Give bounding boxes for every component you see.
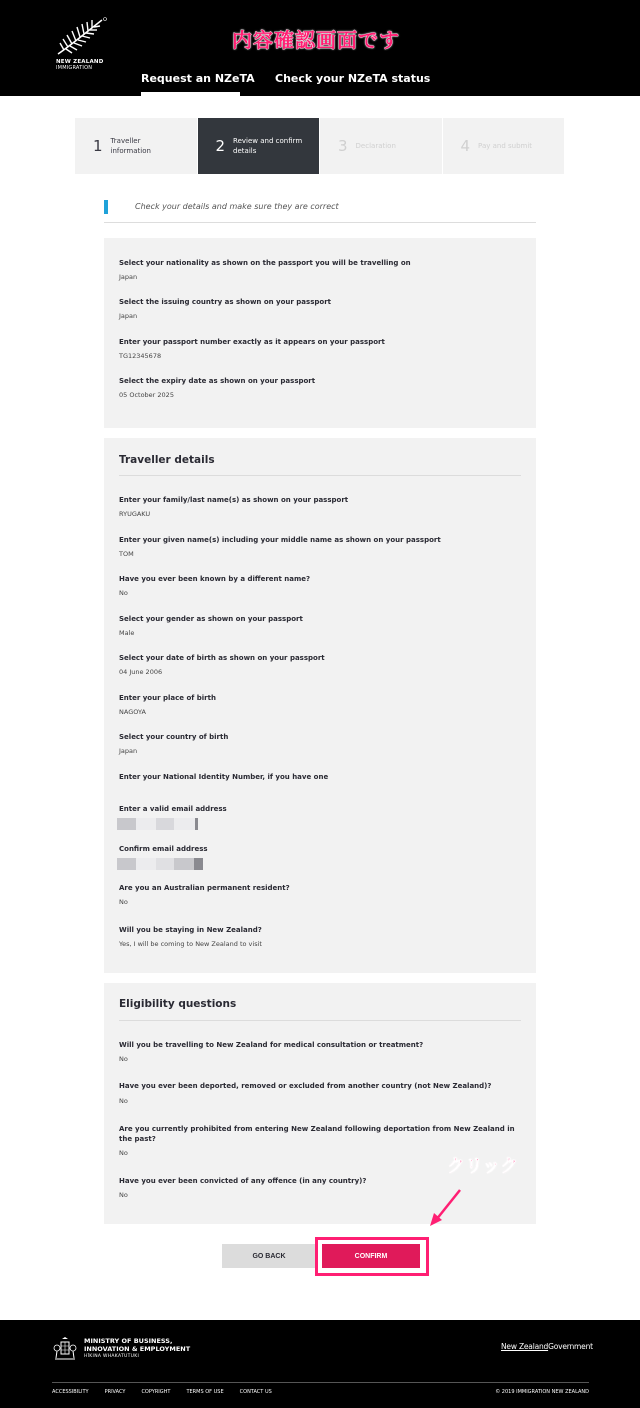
logo-line2: IMMIGRATION xyxy=(56,65,93,71)
fern-icon xyxy=(56,16,108,56)
question-label: Have you ever been known by a different name? xyxy=(119,575,311,583)
step-pay-submit xyxy=(443,118,566,174)
answer-value: Japan xyxy=(119,312,138,320)
question-label: Select your nationality as shown on the passport you will be travelling on xyxy=(119,259,411,267)
question-label: Enter your given name(s) including your middle name as shown on your passport xyxy=(119,536,441,544)
arrow-icon xyxy=(426,1186,466,1228)
answer-value: Male xyxy=(119,629,135,637)
question-label: Select the expiry date as shown on your passport xyxy=(119,377,316,385)
question-label: Are you an Australian permanent resident? xyxy=(119,884,290,892)
gov-name-a: New Zealand xyxy=(501,1342,549,1351)
link-privacy[interactable]: PRIVACY xyxy=(104,1389,126,1395)
answer-value: No xyxy=(119,1097,128,1105)
info-bar xyxy=(104,200,108,214)
answer-value: No xyxy=(119,1191,128,1199)
org-line3: HĪKINA WHAKATUTUKI xyxy=(84,1354,140,1359)
question-label: Will you be travelling to New Zealand for medical consultation or treatment? xyxy=(119,1041,424,1049)
question-label: Enter your National Identity Number, if you have one xyxy=(119,773,329,781)
answer-value: No xyxy=(119,1149,128,1157)
question-label: Select your country of birth xyxy=(119,733,229,741)
annotation-banner: 内容確認画面です xyxy=(232,28,400,52)
link-copyright[interactable]: COPYRIGHT xyxy=(141,1389,171,1395)
panel-title: Eligibility questions xyxy=(119,998,237,1010)
answer-value: 05 October 2025 xyxy=(119,391,174,399)
divider xyxy=(104,222,536,223)
step-review-confirm xyxy=(198,118,321,174)
site-header xyxy=(0,0,640,96)
go-back-button[interactable]: GO BACK xyxy=(222,1244,316,1268)
divider xyxy=(52,1382,589,1383)
active-tab-indicator xyxy=(141,92,240,96)
question-label: Select your gender as shown on your passport xyxy=(119,615,303,623)
confirm-button[interactable]: CONFIRM xyxy=(322,1244,420,1268)
passport-details-panel xyxy=(104,238,536,428)
answer-value: TOM xyxy=(119,550,134,558)
question-label: Are you currently prohibited from entering New Zealand following deportation from New Zealand in the past? xyxy=(119,1125,515,1143)
nz-immigration-logo[interactable] xyxy=(52,16,122,76)
answer-value: Japan xyxy=(119,747,138,755)
answer-value: Japan xyxy=(119,273,138,281)
answer-value: No xyxy=(119,1055,128,1063)
link-contact[interactable]: CONTACT US xyxy=(239,1389,272,1395)
answer-value: No xyxy=(119,898,128,906)
progress-steps xyxy=(75,118,565,174)
step-label: Review and confirm details xyxy=(233,137,303,155)
question-label: Enter your family/last name(s) as shown on your passport xyxy=(119,496,349,504)
divider xyxy=(119,475,521,476)
answer-value: RYUGAKU xyxy=(119,510,151,518)
nz-government-link[interactable] xyxy=(501,1342,593,1351)
answer-value: No xyxy=(119,589,128,597)
mbie-logo[interactable] xyxy=(84,1338,190,1361)
step-number: 3 xyxy=(338,137,348,155)
question-label: Select your date of birth as shown on your passport xyxy=(119,654,325,662)
question-label: Have you ever been deported, removed or excluded from another country (not New Zealand)? xyxy=(119,1082,492,1090)
answer-value: TG12345678 xyxy=(119,352,162,360)
question-label: Select the issuing country as shown on your passport xyxy=(119,298,331,306)
click-annotation: クリック xyxy=(447,1156,519,1177)
copyright-text: © 2019 IMMIGRATION NEW ZEALAND xyxy=(495,1389,589,1395)
question-label: Confirm email address xyxy=(119,845,208,853)
link-accessibility[interactable]: ACCESSIBILITY xyxy=(52,1389,89,1395)
divider xyxy=(119,1020,521,1021)
question-label: Will you be staying in New Zealand? xyxy=(119,926,262,934)
redacted-email-confirm xyxy=(117,858,203,870)
step-declaration xyxy=(320,118,443,174)
instruction-text: Check your details and make sure they are correct xyxy=(135,202,339,211)
step-label: Declaration xyxy=(355,142,396,150)
coat-of-arms-icon xyxy=(52,1336,78,1362)
step-number: 4 xyxy=(460,137,471,155)
gov-name-b: Government xyxy=(548,1342,593,1351)
logo-line1: NEW ZEALAND xyxy=(56,59,104,65)
redacted-email xyxy=(117,818,198,830)
answer-value: 04 June 2006 xyxy=(119,668,163,676)
link-terms[interactable]: TERMS OF USE xyxy=(186,1389,224,1395)
answer-value: NAGOYA xyxy=(119,708,146,716)
footer-links xyxy=(52,1389,272,1395)
eligibility-panel xyxy=(104,983,536,1224)
step-label: Pay and submit xyxy=(478,142,533,150)
site-footer xyxy=(0,1320,640,1408)
question-label: Enter a valid email address xyxy=(119,805,227,813)
org-line2: INNOVATION & EMPLOYMENT xyxy=(84,1344,191,1353)
tab-request-nzeta[interactable]: Request an NZeTA xyxy=(141,72,255,85)
org-line1: MINISTRY OF BUSINESS, xyxy=(84,1337,173,1345)
panel-title: Traveller details xyxy=(119,454,215,466)
step-traveller-information[interactable] xyxy=(75,118,198,174)
question-label: Have you ever been convicted of any offence (in any country)? xyxy=(119,1177,367,1185)
question-label: Enter your passport number exactly as it appears on your passport xyxy=(119,338,385,346)
step-label: Traveller information xyxy=(110,137,151,155)
question-label: Enter your place of birth xyxy=(119,694,216,702)
answer-value: Yes, I will be coming to New Zealand to visit xyxy=(119,940,262,948)
step-number: 2 xyxy=(215,137,226,155)
tab-check-status[interactable]: Check your NZeTA status xyxy=(275,72,431,85)
traveller-details-panel xyxy=(104,438,536,973)
step-number: 1 xyxy=(93,137,103,155)
